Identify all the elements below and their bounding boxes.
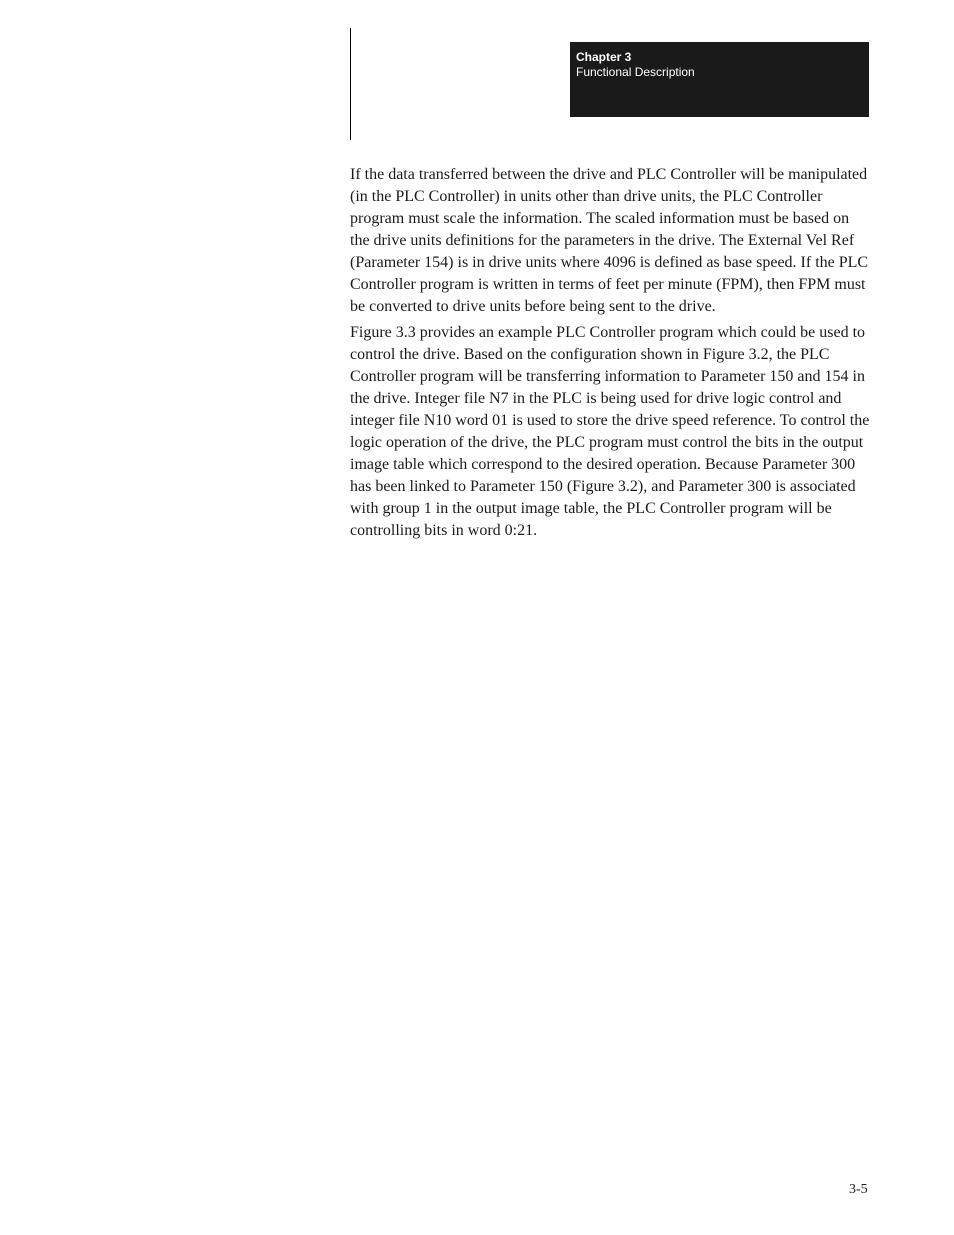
page-number: 3-5 <box>849 1182 868 1197</box>
paragraph-scaling: If the data transferred between the drive and PLC Controller will be manipulated (in the PLC Controller) in units other than drive units, the PLC Controller program must scale the information. The scaled information must be based on the drive units definitions for the parameters in the drive. The External Vel Ref (Parameter 154) is in drive units where 4096 is defined as base speed. If the PLC Controller program is written in terms of feet per minute (FPM), then FPM must be converted to drive units before being sent to the drive. <box>350 166 869 315</box>
chapter-title: Functional Description <box>576 65 695 79</box>
margin-rule <box>350 28 351 140</box>
chapter-label: Chapter 3 <box>576 50 632 64</box>
paragraph-example-program: Figure 3.3 provides an example PLC Controller program which could be used to control the drive. Based on the configuration shown in Figure 3.2, the PLC Controller program will be transferring information to Parameter 150 and 154 in the drive. Integer file N7 in the PLC is being used for drive logic control and integer file N10 word 01 is used to store the drive speed reference. To control the logic operation of the drive, the PLC program must control the bits in the output image table which correspond to the desired operation. Because Parameter 300 has been linked to Parameter 150 (Figure 3.2), and Parameter 300 is associated with group 1 in the output image table, the PLC Controller program will be controlling bits in word 0:21. <box>350 324 870 539</box>
body-text <box>350 164 870 546</box>
chapter-header-box <box>570 42 869 117</box>
